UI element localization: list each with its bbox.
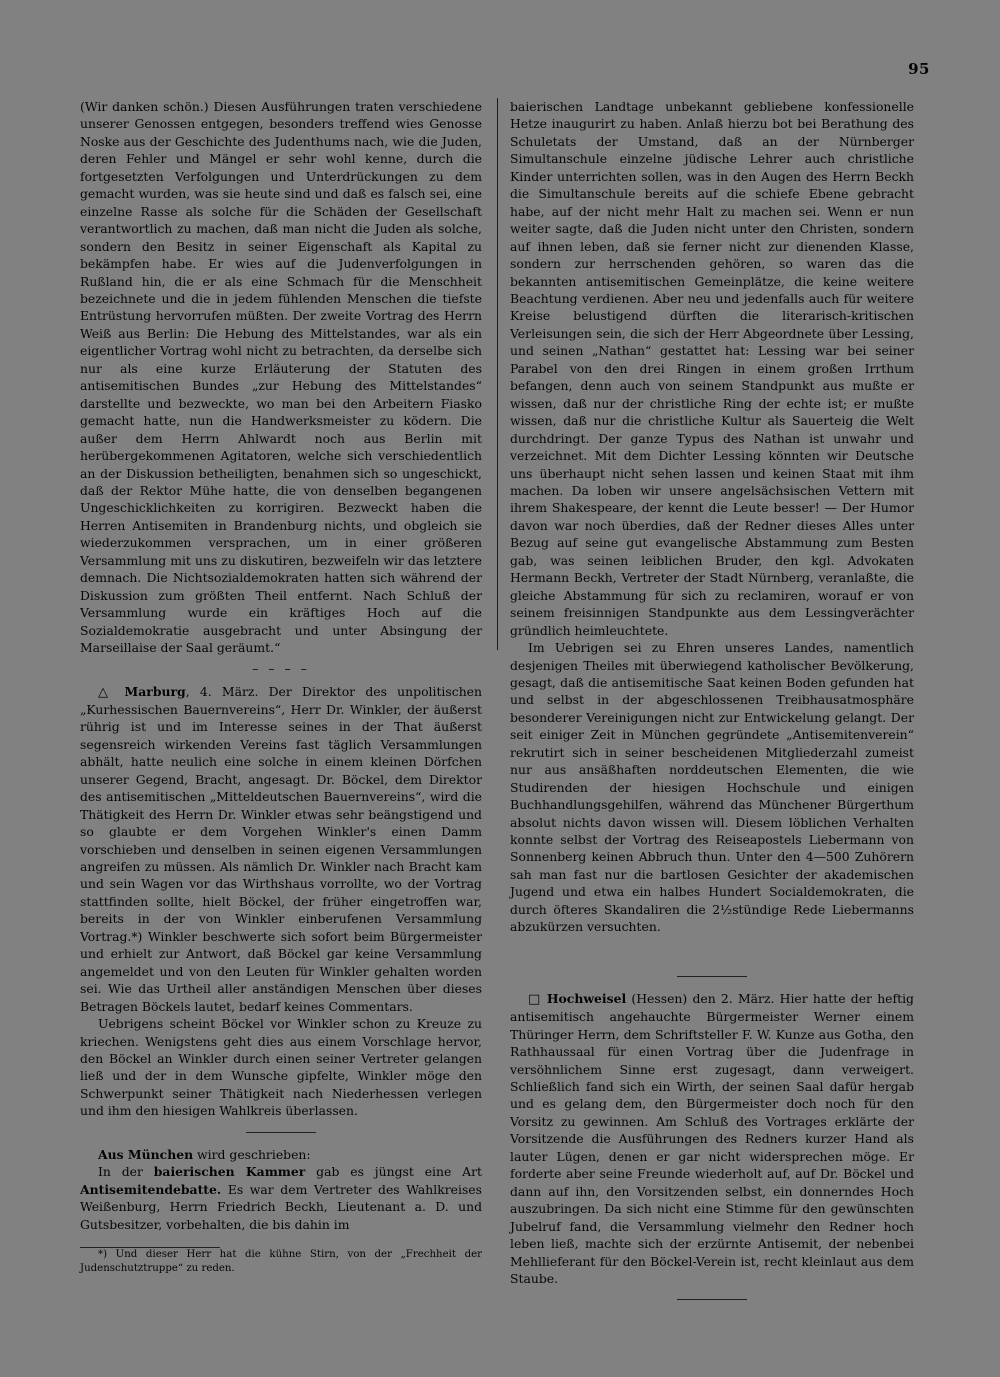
muenchen-report-continued: baierischen Landtage unbekannt gebliebene konfessionelle Hetze inaugurirt zu haben. Anlaß hierzu bot bei Berathung des Schuletats der Umstand, daß an der Nürnberger Simultanschule einzelne jüdische Lehrer auch christliche Kinder unterrichten sollen, was in den Augen des Herrn Beckh die Simultanschule bereits auf die schiefe Ebene gebracht habe, auf der nicht mehr Halt zu machen sei. Wenn er nun weiter sagte, daß die Juden nicht unter den Christen, sondern auf ihnen leben, daß sie ferner nicht zur dienenden Klasse, sondern zur herrschenden gehören, so waren das die bekannten antisemitischen Gemeinplätze, die keine weitere Beachtung verdienen. Aber neu und jedenfalls auch für weitere Kreise belustigend dürften die literarisch-kritischen Verleisungen sein, die sich der Herr Abgeordnete über Lessing, und seinen „Nathan“ gestattet hat: Lessing war bei seiner Parabel von den drei Ringen in einem großen Irrthum befangen, denn auch von seinem Standpunkt aus mußte er wissen, daß nur der christliche Ring der echte ist; er mußte wissen, daß nur die christliche Kultur als Sauerteig die Welt durchdringt. Der ganze Typus des Nathan ist unwahr und verzeichnet. Mit dem Dichter Lessing könnten wir Deutsche uns überhaupt nicht sehen lassen und keinen Staat mit ihm machen. Da loben wir unsere angelsächsischen Vettern mit ihrem Shakespeare, der kennt die Leute besser! — Der Humor davon war noch überdies, daß der Redner dieses Alles unter Bezug auf seine gut evangelische Abstammung zum Besten gab, was seinen leiblichen Bruder, den kgl. Advokaten Hermann Beckh, Vertreter der Stadt Nürnberg, veranlaßte, die gleiche Abstammung für sich zu reclamiren, worauf er von seinem freisinnigen Standpunkte aus dem Lessingverächter gründlich heimleuchtete. bbox=[510, 99, 914, 638]
marburg-text: , 4. März. Der Direktor des unpolitischen „Kurhessischen Bauernvereins“, Herr Dr. Winkler, der äußerst rührig ist und im Interesse seines in der That äußerst segensreich wirkenden Vereins fast täglich Versammlungen abhält, hatte neulich eine solche in einem kleinen Dörfchen unserer Gegend, Bracht, angesagt. Dr. Böckel, dem Direktor des antisemitischen „Mitteldeutschen Bauernvereins“, wird die Thätigkeit des Herrn Dr. Winkler etwas sehr beängstigend und so glaubte er dem Vorgehen Winkler's einen Damm vorschieben und denselben in seinen eigenen Versammlungen angreifen zu müssen. Als nämlich Dr. Winkler nach Bracht kam und sein Wagen vor das Wirthshaus vorrollte, wo der Vortrag stattfinden sollte, hielt Böckel, der früher eingetroffen war, bereits in der von Winkler einberufenen Versammlung Vortrag.*) Winkler beschwerte sich sofort beim Bürgermeister und erhielt zur Antwort, daß Böckel gar keine Versammlung angemeldet und von den Leuten für Winkler gehalten worden sei. Wie das Urtheil aller anständigen Menschen über dieses Betragen Böckels lautet, bedarf keines Commentars. bbox=[80, 683, 482, 1014]
column-divider bbox=[497, 98, 498, 650]
section-rule-right bbox=[510, 970, 914, 982]
muenchen-heading bbox=[80, 1146, 482, 1163]
muenchen-text-c: Es war dem Vertreter des Wahlkreises Weißenburg, Herrn Friedrich Beckh, Lieutenant a. D. und Gutsbesitzer, vorbehalten, die bis dahin im bbox=[80, 1181, 482, 1232]
muenchen-report bbox=[80, 1163, 482, 1233]
muenchen-text-a: In der bbox=[98, 1164, 154, 1180]
muenchen-report-conclusion: Im Uebrigen sei zu Ehren unseres Landes, namentlich desjenigen Theiles mit überwiegend katholischer Bevölkerung, gesagt, daß die antisemitische Saat keinen Boden gefunden hat und selbst in der abgeschlossenen Treibhausatmosphäre besonderer Vereinigungen nicht zur Entwickelung gelangt. Der seit einiger Zeit in München gegründete „Antisemitenverein“ rekrutirt sich in seiner bescheidenen Mitgliederzahl zumeist nur aus ansäßhaften norddeutschen Elementen, die wie Studirenden der hiesigen Hochschule und einigen Buchhandlungsgehilfen, während das Münchener Bürgerthum absolut nichts davon wissen will. Diesem löblichen Verhalten konnte selbst der Vortrag des Reiseapostels Liebermann von Sonnenberg keinen Abbruch thun. Unter den 4—500 Zuhörern sah man fast nur die bartlosen Gesichter der akademischen Jugend und etwa ein halbes Hundert Socialdemokraten, die durch öfteres Skandaliren die 2½stündige Rede Liebermanns abzukürzen versuchten. bbox=[510, 640, 914, 935]
muenchen-bold-debatte: Antisemitendebatte. bbox=[80, 1181, 222, 1197]
hochweisel-report bbox=[510, 990, 914, 1288]
marburg-place-name: Marburg bbox=[124, 683, 186, 699]
muenchen-heading-rest: wird geschrieben: bbox=[193, 1146, 311, 1162]
muenchen-text-b: gab es jüngst eine Art bbox=[305, 1164, 483, 1180]
right-column bbox=[510, 98, 914, 1313]
box-mark-icon: □ bbox=[528, 991, 542, 1007]
brandenburg-report-end: (Wir danken schön.) Diesen Ausführungen traten verschiedene unserer Genossen entgegen, besonders treffend wies Genosse Noske aus der Geschichte des Judenthums nach, wie die Juden, deren Fehler und Mängel er sehr wohl kenne, durch die fortgesetzten Verfolgungen und Unterdrückungen zu dem gemacht wurden, was sie heute sind und daß es falsch sei, eine einzelne Rasse als solche für die Schäden der Gesellschaft verantwortlich zu machen, daß man nicht die Juden als solche, sondern den Besitz in seiner Eigenschaft als Kapital zu bekämpfen habe. Er wies auf die Judenverfolgungen in Rußland hin, die er als eine Schmach für die Menschheit bezeichnete und die in jedem fühlenden Menschen die tiefste Entrüstung hervorrufen müßten. Der zweite Vortrag des Herrn Weiß aus Berlin: Die Hebung des Mittelstandes, war als ein eigentlicher Vortrag wohl nicht zu betrachten, da derselbe sich nur als eine kurze Erläuterung der Statuten des antisemitischen Bundes „zur Hebung des Mittelstandes“ darstellte und bezweckte, wo man bei den Arbeitern Fiasko gemacht hatte, nun die Handwerksmeister zu ködern. Die außer dem Herrn Ahlwardt noch aus Berlin mit herübergekommenen Agitatoren, welche sich verschiedentlich an der Diskussion betheiligten, benahmen sich so ungeschickt, daß der Rektor Mühe hatte, die von denselben begangenen Ungeschicklichkeiten zu korrigiren. Bezweckt haben die Herren Antisemiten in Brandenburg nichts, und obgleich sie wiederzukommen versprachen, um in einer größeren Versammlung mit uns zu diskutiren, bezweifeln wir das letztere demnach. Die Nichtsozialdemokraten hatten sich während der Diskussion zum größten Theil entfernt. Nach Schluß der Versammlung wurde ein kräftiges Hoch auf die Sozialdemokratie ausgebracht und unter Absingung der Marseillaise der Saal geräumt.“ bbox=[80, 99, 482, 656]
page-number: 95 bbox=[908, 60, 930, 78]
section-rule bbox=[80, 1126, 482, 1138]
marburg-report-continued: Uebrigens scheint Böckel vor Winkler schon zu Kreuze zu kriechen. Wenigstens geht dies aus einem Vorschlage hervor, den Böckel an Winkler durch einen seiner Vertreter gelangen ließ und der in dem Wunsche gipfelte, Winkler möge den Schwerpunkt seiner Thätigkeit nach Niederhessen verlegen und ihm den hiesigen Wahlkreis überlassen. bbox=[80, 1016, 482, 1119]
end-rule bbox=[510, 1293, 914, 1305]
triangle-mark-icon: △ bbox=[98, 684, 115, 700]
hochweisel-text: (Hessen) den 2. März. Hier hatte der heftig antisemitisch angehauchte Bürgermeister Werner einem Thüringer Herrn, dem Schriftsteller F. W. Kunze aus Gotha, den Rathhaussaal für einen Vortrag über die Judenfrage in versöhnlichem Sinne erst zugesagt, dann verweigert. Schließlich fand sich ein Wirth, der seinen Saal dafür hergab und es gelang dem, den Bürgermeister doch noch für den Vorsitz zu gewinnen. Am Schluß des Vortrages erklärte der Vorsitzende die Ausführungen des Redners kurzer Hand als lauter Lügen, denen er gar nicht widersprechen möge. Er forderte aber seine Freunde wiederholt auf, auf Dr. Böckel und dann auf ihn, den Vorsitzenden selbst, ein donnerndes Hoch auszubringen. Da sich nicht eine Stimme für den gewünschten Jubelruf fand, die Versammlung vielmehr den Redner hoch leben ließ, machte sich der erzürnte Antisemit, der nebenbei Mehllieferant für den Böckel-Verein ist, recht kleinlaut aus dem Staube. bbox=[510, 990, 914, 1286]
marburg-report bbox=[80, 683, 482, 1016]
muenchen-heading-bold: Aus München bbox=[98, 1146, 194, 1162]
left-column bbox=[80, 98, 482, 1276]
footnote: *) Und dieser Herr hat die kühne Stirn, von der „Frechheit der Judenschutztruppe“ zu reden. bbox=[80, 1249, 482, 1275]
section-separator: – – – – bbox=[252, 660, 310, 676]
hochweisel-place-name: Hochweisel bbox=[546, 990, 627, 1006]
muenchen-bold-kammer: baierischen Kammer bbox=[153, 1164, 306, 1180]
